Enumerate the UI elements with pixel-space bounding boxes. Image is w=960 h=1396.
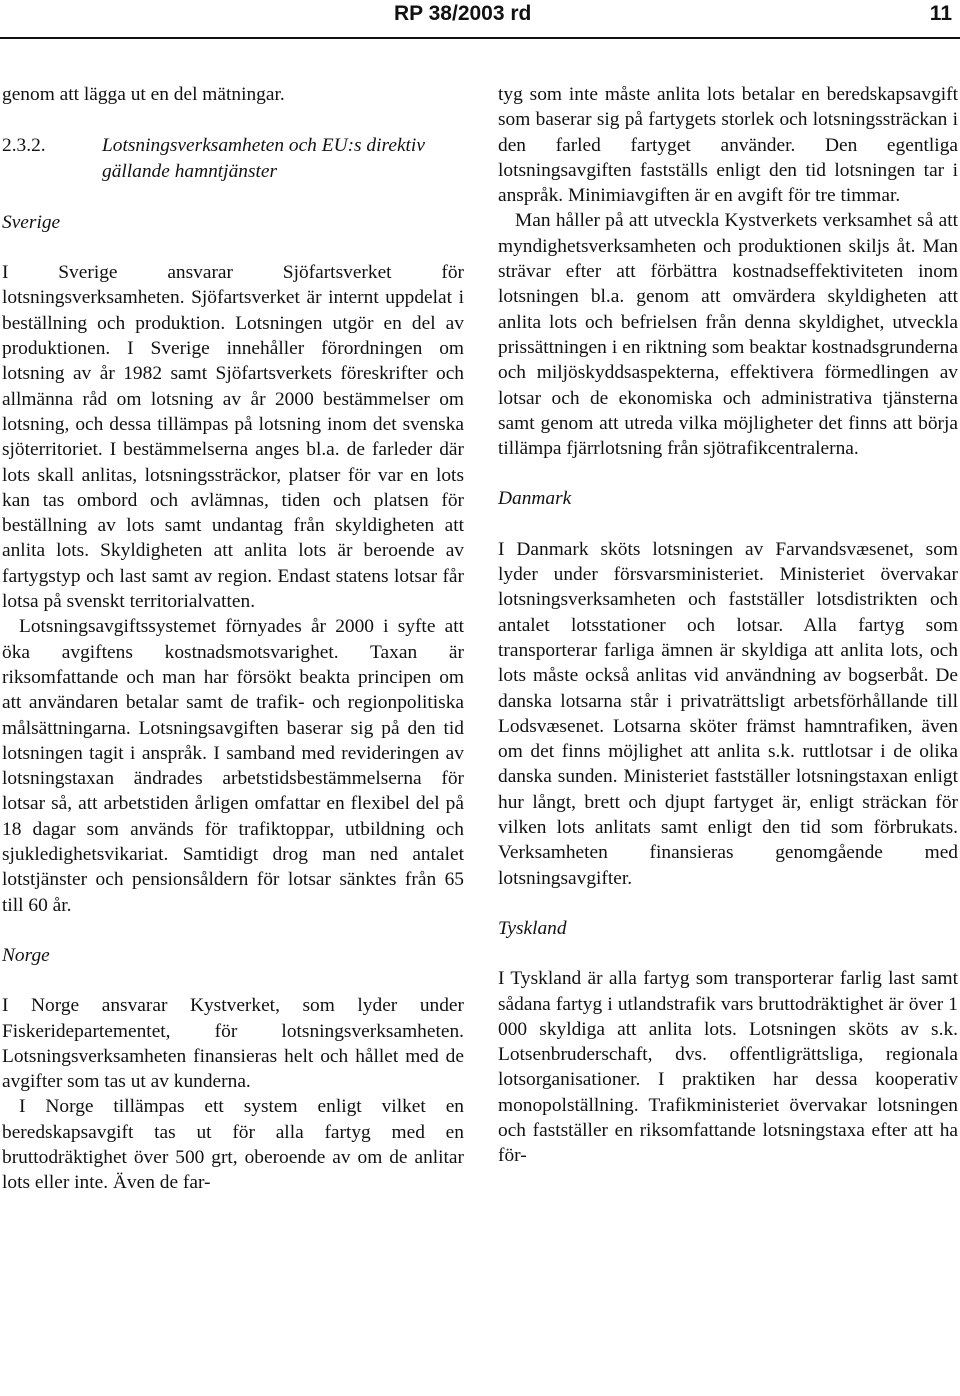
continuation-paragraph: genom att lägga ut en del mätningar.	[2, 84, 285, 105]
right-column	[498, 82, 958, 1169]
subheading-danmark: Danmark	[498, 488, 572, 510]
document-id: RP 38/2003 rd	[394, 2, 532, 25]
section-number: 2.3.2.	[2, 135, 46, 157]
continuation-paragraph: tyg som inte måste anlita lots betalar en beredskapsavgift som baserar sig på fartygets storlek och lotsningssträckan i den farled fartyget använder. Den egentliga lotsningsavgiften fastställs enligt den tid lotsningen tar i anspråk. Minimiavgiften är en avgift för tre timmar.	[498, 84, 958, 207]
header-divider	[0, 37, 960, 39]
paragraph: I Danmark sköts lotsningen av Farvandsvæsenet, som lyder under försvarsministeriet. Ministeriet övervakar lotsningsverksamheten och fastställer lotsdistrikten och antalet lotsstationer och lotsar. Alla fartyg som transporterar farliga ämnen är skyldiga att anlita lots, och lots måste också anlitas vid användning av bogserbåt. De danska lotsarna står i privaträttsligt arbetsförhållande till Lodsvæsenet. Lotsarna sköter främst hamntrafiken, även om det finns möjlighet att anlita s.k. ruttlotsar i de olika danska sunden. Ministeriet fastställer lotsningstaxan enligt hur långt, brett och djupt fartyget är, enligt sträckan för vilken lots anlitats samt enligt den tid som förbrukats. Verksamheten finansieras genomgående med lotsningsavgifter.	[498, 538, 958, 889]
section-heading	[2, 133, 464, 184]
page-number: 11	[929, 2, 952, 25]
subheading-norge: Norge	[2, 944, 50, 966]
page-header	[0, 2, 960, 32]
section-title: Lotsningsverksamheten och EU:s direktiv gällande hamntjänster	[102, 135, 425, 182]
paragraph: I Norge tillämpas ett system enligt vilket en beredskapsavgift tas ut för alla fartyg med en bruttodräktighet över 500 grt, oberoende av om de anlitar lots eller inte. Även de far-	[2, 1096, 464, 1194]
subheading-tyskland: Tyskland	[498, 917, 567, 939]
left-column	[2, 82, 464, 1196]
subheading-sverige: Sverige	[2, 211, 61, 233]
paragraph: I Tyskland är alla fartyg som transporterar farlig last samt sådana fartyg i utlandstrafik vars bruttodräktighet är över 1 000 skyldiga att anlita lots. Lotsningen sköts av s.k. Lotsenbruderschaft, dvs. offentligrättsliga, regionala lotsorganisationer. I praktiken har dessa kooperativ monopolställning. Trafikministeriet övervakar lotsningen och fastställer en riksomfattande lotsningstaxa efter att ha för-	[498, 968, 958, 1167]
paragraph: I Sverige ansvarar Sjöfartsverket för lotsningsverksamheten. Sjöfartsverket är internt uppdelat i beställning och produktion. Lotsningen utgör en del av produktionen. I Sverige innehåller förordningen om lotsning av år 1982 samt Sjöfartsverkets föreskrifter och allmänna råd om lotsning av år 2000 bestämmelser om lotsning, och dessa tillämpas på lotsning inom det svenska sjöterritoriet. I bestämmelserna anges bl.a. de farleder där lots skall anlitas, lotsningssträckor, platser för var en lots kan tas ombord och avlämnas, tiden och platsen för beställning av lots samt undantag från skyldigheten att anlita lots. Skyldigheten att anlita lots är beroende av fartygstyp och last samt av region. Endast statens lotsar får lotsa på svenskt territorialvatten.	[2, 262, 464, 613]
paragraph: Man håller på att utveckla Kystverkets verksamhet så att myndighetsverksamheten och produktionen skiljs åt. Man strävar efter att förbättra kostnadseffektiviteten inom lotsningen bl.a. genom att omvärdera skyldigheten att anlita lots och befrielsen från denna skyldighet, utveckla prissättningen i en riktning som beaktar kostnadsgrunderna och miljöskyddsaspekterna, effektivera förmedlingen av lotsar och de ekonomiska och administrativa tjänsterna samt genom att utreda vilka möjligheter det finns att börja tillämpa fjärrlotsning från sjötrafikcentralerna.	[498, 210, 958, 460]
paragraph: Lotsningsavgiftssystemet förnyades år 2000 i syfte att öka avgiftens kostnadsmotsvarighet. Taxan är riksomfattande och man har försökt beakta principen om att användaren betalar samt de trafik- och regionpolitiska målsättningarna. Lotsningsavgiften baserar sig på den tid lotsningen tagit i anspråk. I samband med revideringen av lotsningstaxan ändrades arbetstidsbestämmelserna för lotsar så, att arbetstiden årligen omfattar en flexibel del på 18 dagar som används för trafiktoppar, utbildning och sjukledighetsvikariat. Samtidigt drog man ned antalet lotstjänster och pensionsåldern för lotsar sänktes från 65 till 60 år.	[2, 616, 464, 916]
paragraph: I Norge ansvarar Kystverket, som lyder under Fiskeridepartementet, för lotsningsverksamheten. Lotsningsverksamheten finansieras helt och hållet med de avgifter som tas ut av kunderna.	[2, 995, 464, 1093]
